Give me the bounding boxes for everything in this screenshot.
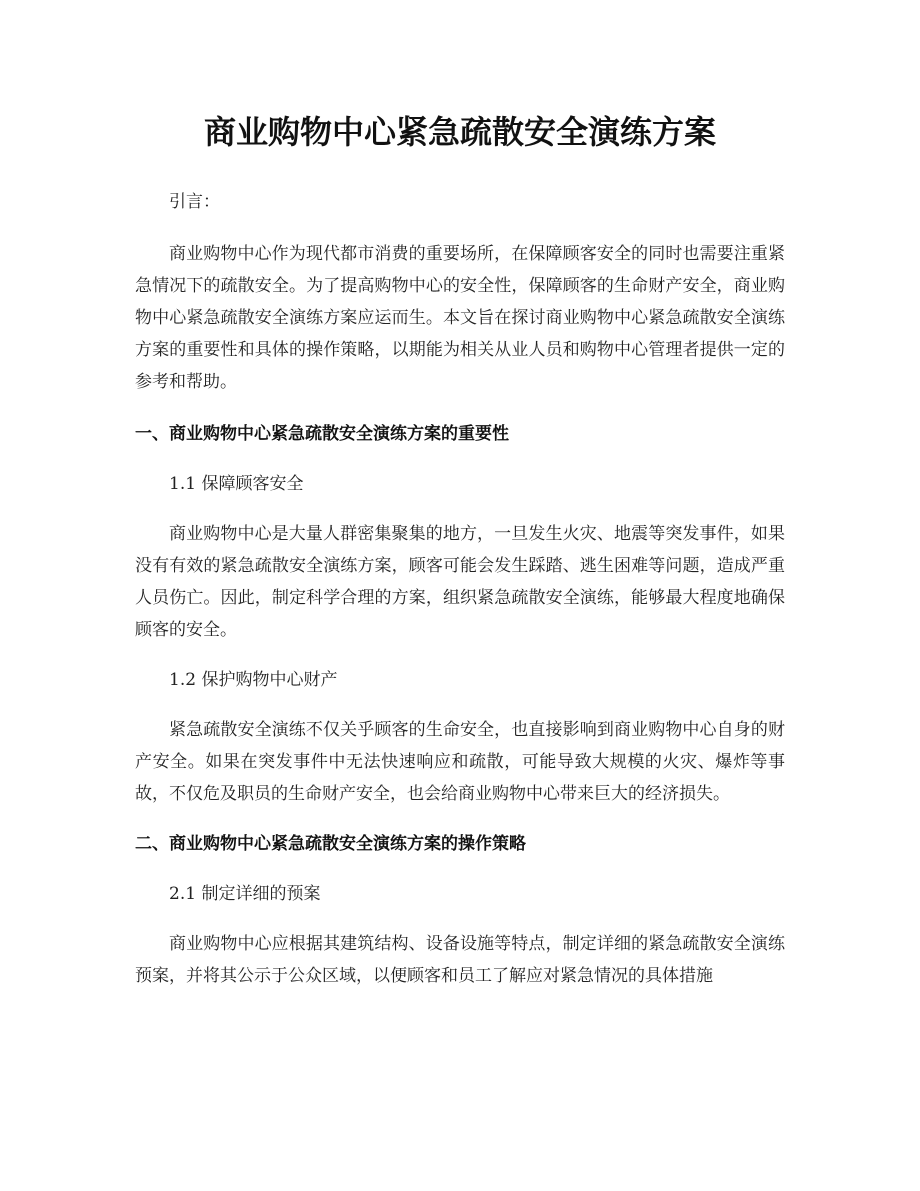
intro-label: 引言： — [169, 192, 220, 212]
subsection-heading-1-2: 1.2 保护购物中心财产 — [169, 670, 338, 690]
document-body — [135, 186, 785, 992]
subsection-paragraph-1-1: 商业购物中心是大量人群密集聚集的地方，一旦发生火灾、地震等突发事件，如果没有有效的紧急疏散安全演练方案，顾客可能会发生踩踏、逃生困难等问题，造成严重人员伤亡。因此，制定科学合理的方案，组织紧急疏散安全演练，能够最大程度地确保顾客的安全。 — [135, 524, 785, 640]
document-title: 商业购物中心紧急疏散安全演练方案 — [203, 113, 716, 151]
subsection-heading-1-1: 1.1 保障顾客安全 — [169, 474, 304, 494]
subsection-heading-2-1: 2.1 制定详细的预案 — [169, 884, 321, 904]
section-heading-1: 一、商业购物中心紧急疏散安全演练方案的重要性 — [135, 424, 509, 444]
subsection-paragraph-1-2: 紧急疏散安全演练不仅关乎顾客的生命安全，也直接影响到商业购物中心自身的财产安全。如果在突发事件中无法快速响应和疏散，可能导致大规模的火灾、爆炸等事故，不仅危及职员的生命财产安全，也会给商业购物中心带来巨大的经济损失。 — [135, 720, 785, 804]
intro-paragraph: 商业购物中心作为现代都市消费的重要场所，在保障顾客安全的同时也需要注重紧急情况下的疏散安全。为了提高购物中心的安全性，保障顾客的生命财产安全，商业购物中心紧急疏散安全演练方案应运而生。本文旨在探讨商业购物中心紧急疏散安全演练方案的重要性和具体的操作策略，以期能为相关从业人员和购物中心管理者提供一定的参考和帮助。 — [135, 244, 785, 392]
subsection-paragraph-2-1: 商业购物中心应根据其建筑结构、设备设施等特点，制定详细的紧急疏散安全演练预案，并将其公示于公众区域，以便顾客和员工了解应对紧急情况的具体措施 — [135, 934, 785, 986]
section-heading-2: 二、商业购物中心紧急疏散安全演练方案的操作策略 — [135, 834, 526, 854]
